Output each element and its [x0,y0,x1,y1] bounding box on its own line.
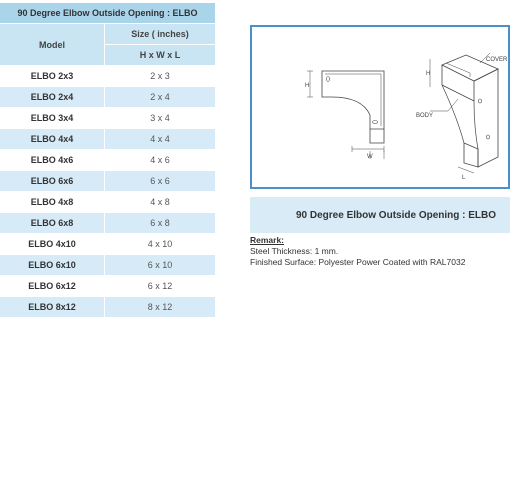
size-cell: 4 x 4 [105,129,216,150]
caption-text: 90 Degree Elbow Outside Opening : ELBO [296,209,497,221]
dims-column-header: H x W x L [105,45,216,66]
dim-w-label: W [367,154,373,160]
spec-table [0,3,215,317]
rivet-hole [479,99,482,103]
model-cell: ELBO 2x4 [0,87,105,108]
table-row [0,129,215,150]
table-body [0,66,215,318]
drawing-caption [250,197,510,233]
model-cell: ELBO 4x8 [0,192,105,213]
body-label: BODY [416,113,434,119]
size-cell: 6 x 6 [105,171,216,192]
model-cell: ELBO 6x12 [0,276,105,297]
size-cell: 6 x 12 [105,276,216,297]
table-row [0,171,215,192]
rivet-hole [487,135,490,139]
table-row [0,192,215,213]
iso-leg [464,143,478,167]
size-cell: 4 x 6 [105,150,216,171]
size-cell: 4 x 8 [105,192,216,213]
iso-dim-h-label: H [426,71,431,77]
table-title: 90 Degree Elbow Outside Opening : ELBO [0,3,215,24]
table-row [0,150,215,171]
table-row [0,276,215,297]
cover-label: COVER [486,57,508,63]
table-row [0,66,215,87]
side-view-leg [370,129,384,143]
model-cell: ELBO 3x4 [0,108,105,129]
remark-block [250,235,500,268]
elbow-drawing [252,27,508,187]
dim-h-label: H [305,83,310,89]
model-cell: ELBO 4x6 [0,150,105,171]
size-cell: 2 x 3 [105,66,216,87]
table-row [0,87,215,108]
size-cell: 6 x 10 [105,255,216,276]
table-row [0,297,215,318]
model-cell: ELBO 6x6 [0,171,105,192]
size-cell: 3 x 4 [105,108,216,129]
model-cell: ELBO 4x4 [0,129,105,150]
technical-drawing-panel [250,25,510,189]
model-cell: ELBO 6x10 [0,255,105,276]
remark-title: Remark: [250,235,285,245]
rivet-hole [373,121,378,124]
model-cell: ELBO 2x3 [0,66,105,87]
size-cell: 8 x 12 [105,297,216,318]
table-row [0,213,215,234]
table-row [0,108,215,129]
size-column-header: Size ( inches) [105,24,216,45]
remark-line-thickness: Steel Thickness: 1 mm. [250,246,339,256]
table-row [0,234,215,255]
model-column-header: Model [0,24,105,66]
model-cell: ELBO 4x10 [0,234,105,255]
size-cell: 4 x 10 [105,234,216,255]
remark-line-finish: Finished Surface: Polyester Power Coated with RAL7032 [250,257,466,267]
model-cell: ELBO 6x8 [0,213,105,234]
size-cell: 6 x 8 [105,213,216,234]
iso-dim-l-label: L [462,175,466,181]
table-row [0,255,215,276]
size-cell: 2 x 4 [105,87,216,108]
model-cell: ELBO 8x12 [0,297,105,318]
rivet-hole [327,77,330,82]
